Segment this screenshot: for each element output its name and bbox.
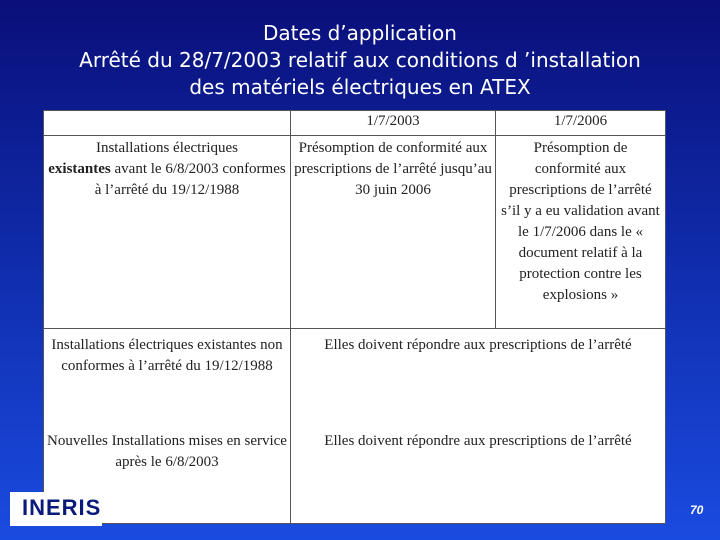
cell-merged-noncompliant: Elles doivent répondre aux prescriptions de l’arrêté (291, 329, 666, 432)
slide-title (0, 20, 720, 101)
logo-text: INERIS (22, 495, 102, 520)
table-row (44, 431, 666, 524)
row-label-bold: existantes (48, 161, 111, 177)
cell-2006-compliant: Présomption de conformité aux prescriptions de l’arrêté s’il y a eu validation avant le 1/7/2006 dans le « document relatif à la protection contre les explosions » (496, 136, 666, 329)
row-label-existing-noncompliant: Installations électriques existantes non conformes à l’arrêté du 19/12/1988 (44, 329, 291, 432)
row-label-pre: Installations électriques (95, 140, 239, 156)
title-line-1: Dates d’application (263, 21, 457, 45)
cell-merged-new-installations: Elles doivent répondre aux prescriptions de l’arrêté (291, 431, 666, 524)
cell-2003-compliant: Présomption de conformité aux prescriptions de l’arrêté jusqu’au 30 juin 2006 (291, 136, 496, 329)
title-line-2: Arrêté du 28/7/2003 relatif aux conditions d ’installation (79, 48, 641, 72)
table-header-row (44, 111, 666, 136)
table-header-empty (44, 111, 291, 136)
application-dates-table (43, 110, 666, 524)
row-label-existing-compliant (44, 136, 291, 329)
table-row (44, 329, 666, 432)
table-header-2003: 1/7/2003 (291, 111, 496, 136)
title-line-3: des matériels électriques en ATEX (189, 75, 531, 99)
ineris-logo (10, 492, 102, 526)
row-label-new-installations: Nouvelles Installations mises en service après le 6/8/2003 (44, 431, 291, 524)
table-header-2006: 1/7/2006 (496, 111, 666, 136)
row-label-post: avant le 6/8/2003 conformes à l’arrêté du 19/12/1988 (94, 161, 286, 198)
page-number: 70 (690, 503, 704, 517)
table-row (44, 136, 666, 329)
